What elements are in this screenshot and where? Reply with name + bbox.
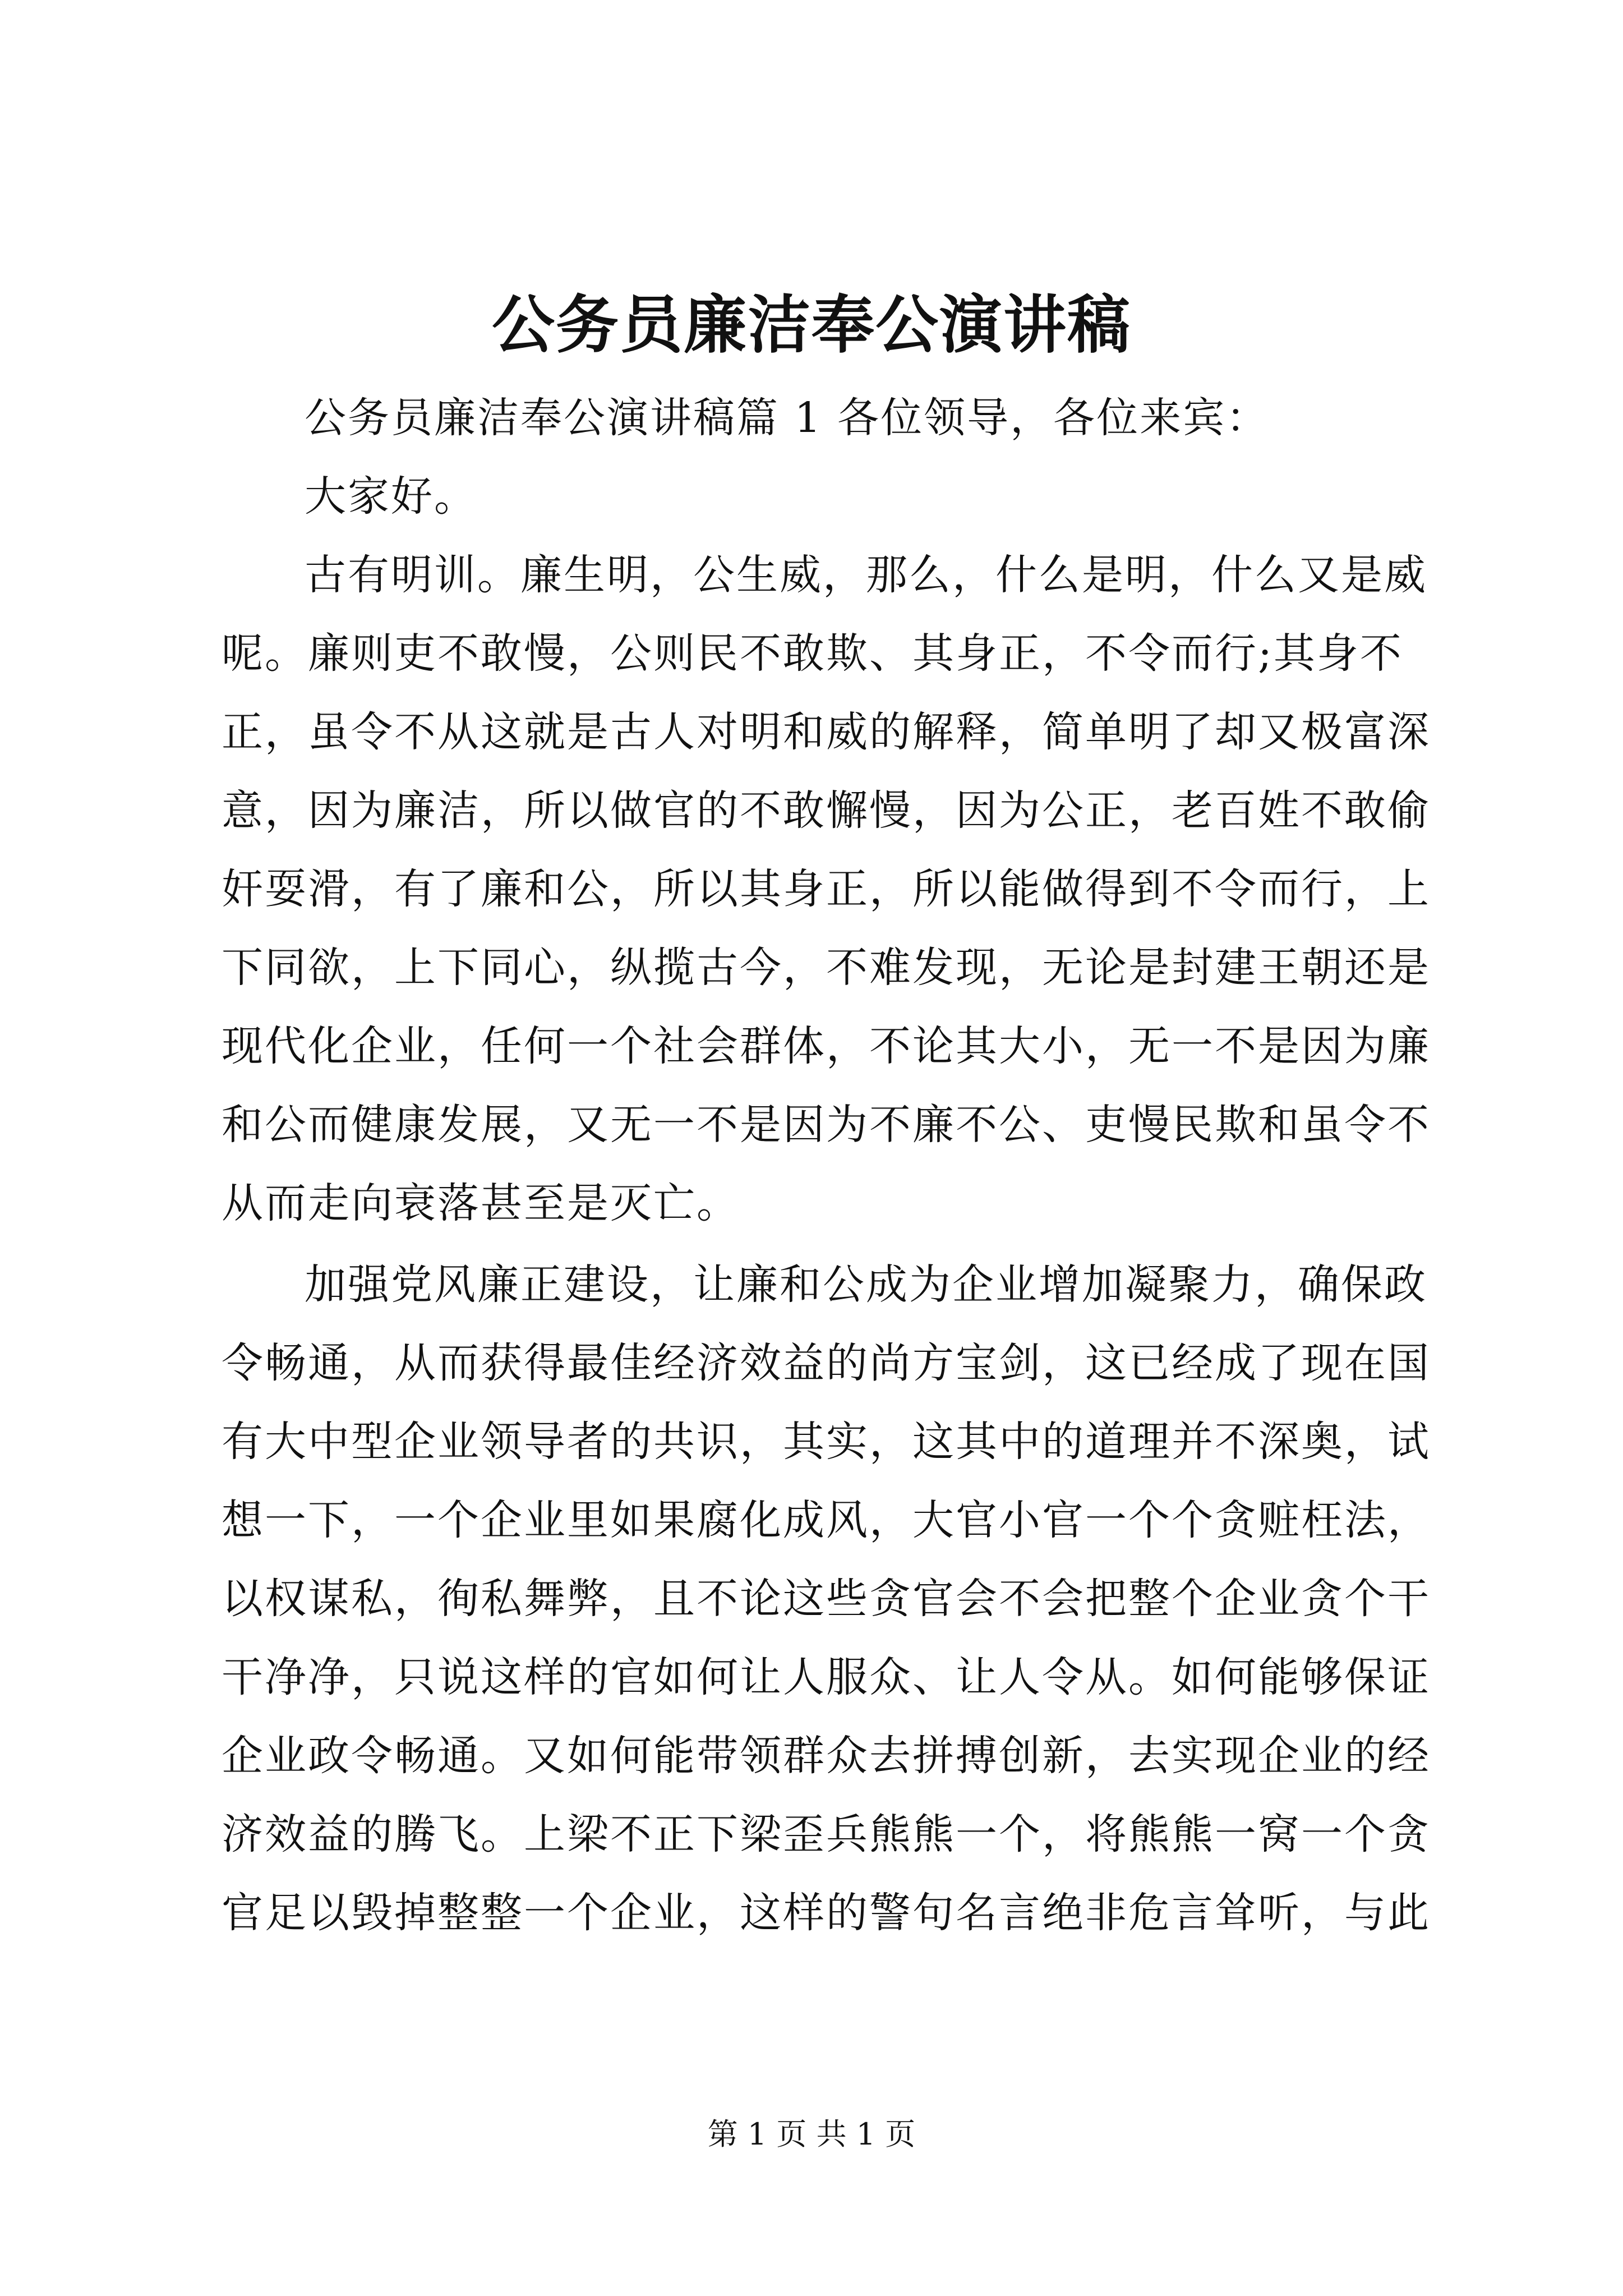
paragraph-line: 下同欲，上下同心，纵揽古今，不难发现，无论是封建王朝还是 <box>222 944 1431 992</box>
paragraph-line: 公务员廉洁奉公演讲稿篇 1 各位领导，各位来宾： <box>305 394 1270 442</box>
paragraph-line: 有大中型企业领导者的共识，其实，这其中的道理并不深奥，试 <box>222 1418 1431 1466</box>
paragraph-line: 加强党风廉正建设，让廉和公成为企业增加凝聚力，确保政 <box>305 1260 1427 1309</box>
document-title: 公务员廉洁奉公演讲稿 <box>492 288 1131 362</box>
paragraph-line: 古有明训。廉生明，公生威，那么，什么是明，什么又是威 <box>305 551 1427 599</box>
paragraph-line: 现代化企业，任何一个社会群体，不论其大小，无一不是因为廉 <box>222 1022 1431 1070</box>
paragraph-line: 大家好。 <box>305 472 477 521</box>
paragraph-line: 企业政令畅通。又如何能带领群众去拼搏创新，去实现企业的经 <box>222 1732 1431 1780</box>
paragraph-line: 从而走向衰落甚至是灭亡。 <box>222 1179 740 1227</box>
paragraph-line: 想一下，一个企业里如果腐化成风，大官小官一个个贪赃枉法， <box>222 1496 1431 1544</box>
paragraph-line: 令畅通，从而获得最佳经济效益的尚方宝剑，这已经成了现在国 <box>222 1339 1431 1387</box>
page-footer: 第 1 页 共 1 页 <box>707 2116 916 2152</box>
paragraph-line: 干净净，只说这样的官如何让人服众、让人令从。如何能够保证 <box>222 1653 1431 1701</box>
paragraph-line: 正，虽令不从这就是古人对明和威的解释，简单明了却又极富深 <box>222 708 1431 756</box>
paragraph-line: 意，因为廉洁，所以做官的不敢懈慢，因为公正，老百姓不敢偷 <box>222 786 1431 835</box>
paragraph-line: 奸耍滑，有了廉和公，所以其身正，所以能做得到不令而行，上 <box>222 865 1431 913</box>
paragraph-line: 和公而健康发展，又无一不是因为不廉不公、吏慢民欺和虽令不 <box>222 1101 1431 1149</box>
paragraph-line: 呢。廉则吏不敢慢，公则民不敢欺、其身正，不令而行;其身不 <box>222 629 1403 678</box>
paragraph-line: 官足以毁掉整整一个企业，这样的警句名言绝非危言耸听，与此 <box>222 1889 1431 1937</box>
paragraph-line: 济效益的腾飞。上梁不正下梁歪兵熊熊一个，将熊熊一窝一个贪 <box>222 1810 1431 1858</box>
paragraph-line: 以权谋私，徇私舞弊，且不论这些贪官会不会把整个企业贪个干 <box>222 1575 1431 1623</box>
